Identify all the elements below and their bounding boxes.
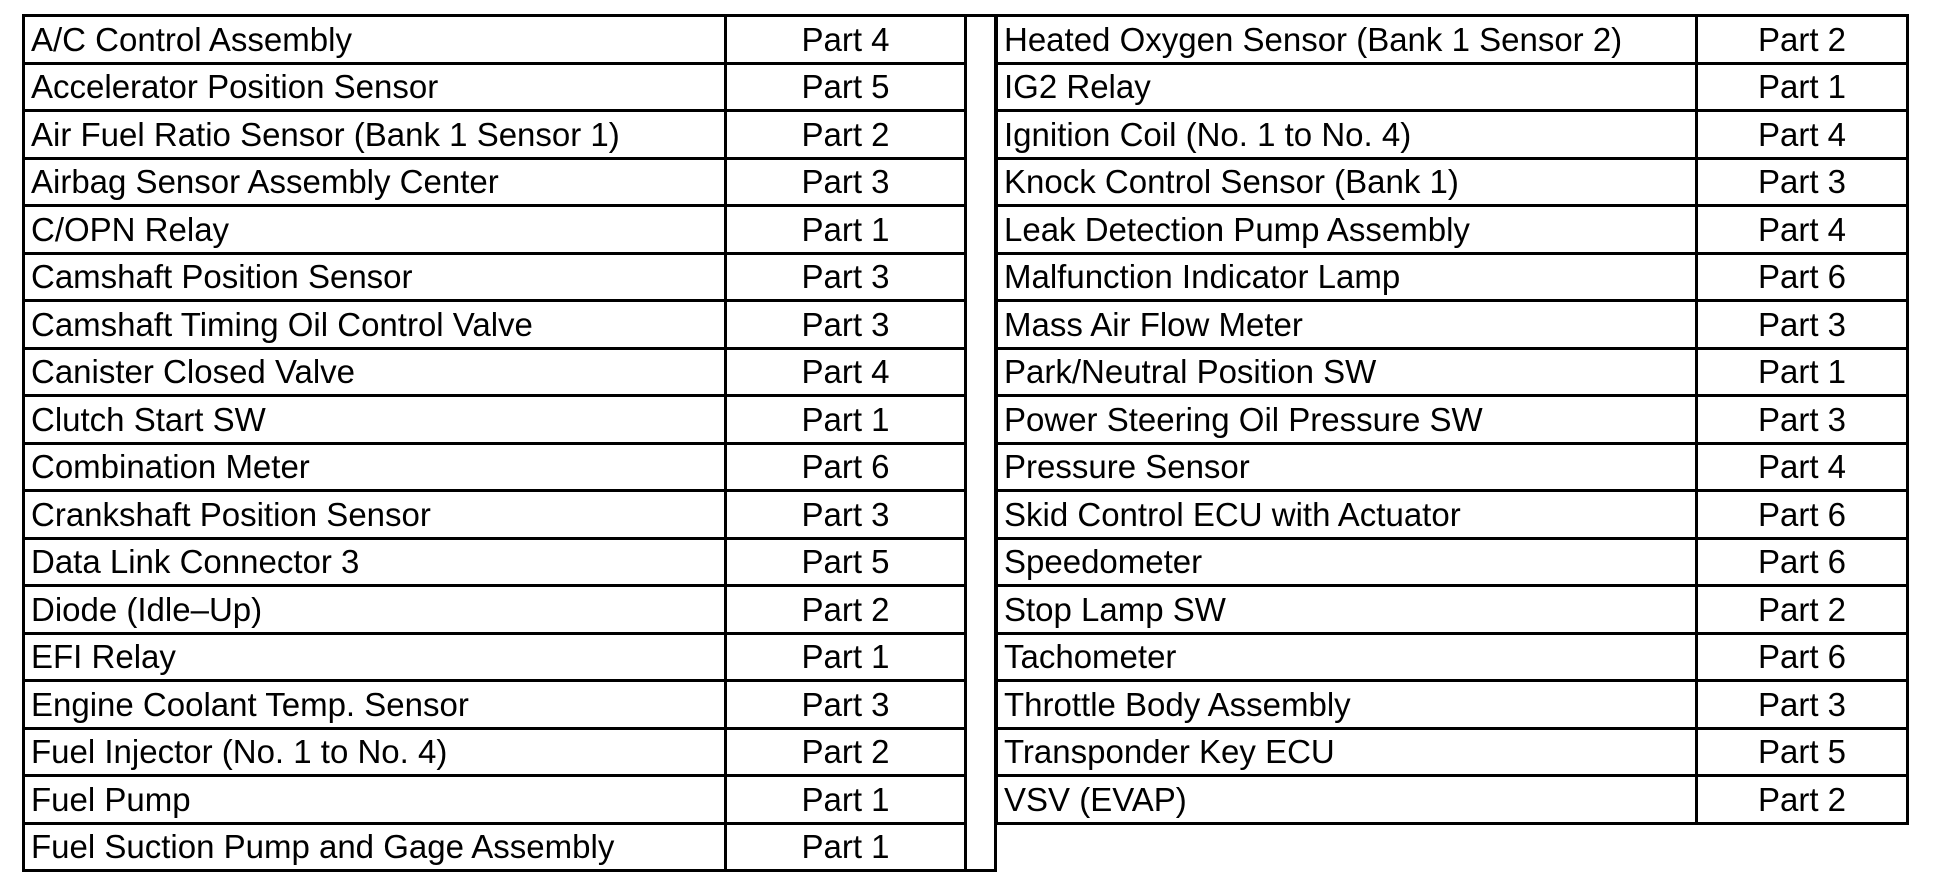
component-name: Engine Coolant Temp. Sensor <box>24 681 726 729</box>
component-name: Canister Closed Valve <box>24 348 726 396</box>
spacer-column <box>966 681 996 729</box>
part-reference: Part 3 <box>726 253 966 301</box>
part-reference: Part 4 <box>1697 443 1908 491</box>
part-reference: Part 3 <box>726 491 966 539</box>
part-reference: Part 2 <box>726 728 966 776</box>
table-row <box>24 348 996 396</box>
part-reference: Part 2 <box>726 586 966 634</box>
table-row <box>997 728 1908 776</box>
spacer-column <box>966 63 996 111</box>
table-row <box>997 111 1908 159</box>
table-row <box>997 776 1908 824</box>
spacer-column <box>966 301 996 349</box>
component-name: Diode (Idle–Up) <box>24 586 726 634</box>
table-row <box>997 348 1908 396</box>
spacer-column <box>966 443 996 491</box>
spacer-column <box>966 396 996 444</box>
component-name: Accelerator Position Sensor <box>24 63 726 111</box>
component-name: Throttle Body Assembly <box>997 681 1697 729</box>
table-row <box>24 16 996 64</box>
part-reference: Part 3 <box>726 301 966 349</box>
part-reference: Part 4 <box>1697 206 1908 254</box>
part-reference: Part 1 <box>726 633 966 681</box>
table-row <box>24 586 996 634</box>
spacer-column <box>966 728 996 776</box>
component-name: Power Steering Oil Pressure SW <box>997 396 1697 444</box>
table-row <box>997 158 1908 206</box>
part-reference: Part 3 <box>1697 396 1908 444</box>
component-name: VSV (EVAP) <box>997 776 1697 824</box>
part-reference: Part 1 <box>1697 63 1908 111</box>
component-name: Camshaft Timing Oil Control Valve <box>24 301 726 349</box>
table-row <box>24 443 996 491</box>
table-row <box>997 63 1908 111</box>
part-reference: Part 2 <box>1697 776 1908 824</box>
spacer-column <box>966 206 996 254</box>
table-row <box>997 681 1908 729</box>
component-name: Combination Meter <box>24 443 726 491</box>
component-name: Tachometer <box>997 633 1697 681</box>
table-row <box>24 633 996 681</box>
component-name: Leak Detection Pump Assembly <box>997 206 1697 254</box>
component-name: Fuel Suction Pump and Gage Assembly <box>24 823 726 871</box>
table-row <box>24 206 996 254</box>
table-row <box>997 16 1908 64</box>
table-row <box>24 396 996 444</box>
component-name: Pressure Sensor <box>997 443 1697 491</box>
component-name: Airbag Sensor Assembly Center <box>24 158 726 206</box>
table-row <box>24 776 996 824</box>
part-reference: Part 6 <box>1697 538 1908 586</box>
spacer-column <box>966 348 996 396</box>
part-reference: Part 6 <box>726 443 966 491</box>
part-reference: Part 6 <box>1697 253 1908 301</box>
part-reference: Part 1 <box>726 823 966 871</box>
component-name: Park/Neutral Position SW <box>997 348 1697 396</box>
part-reference: Part 3 <box>726 158 966 206</box>
part-reference: Part 1 <box>1697 348 1908 396</box>
component-name: Heated Oxygen Sensor (Bank 1 Sensor 2) <box>997 16 1697 64</box>
table-row <box>997 538 1908 586</box>
spacer-column <box>966 823 996 871</box>
part-reference: Part 5 <box>726 538 966 586</box>
component-name: Speedometer <box>997 538 1697 586</box>
table-row <box>997 301 1908 349</box>
component-name: Ignition Coil (No. 1 to No. 4) <box>997 111 1697 159</box>
part-reference: Part 6 <box>1697 491 1908 539</box>
spacer-column <box>966 586 996 634</box>
component-name: Skid Control ECU with Actuator <box>997 491 1697 539</box>
table-row <box>24 823 996 871</box>
part-reference: Part 2 <box>726 111 966 159</box>
table-row <box>24 111 996 159</box>
component-name: Mass Air Flow Meter <box>997 301 1697 349</box>
part-reference: Part 3 <box>1697 681 1908 729</box>
component-name: Camshaft Position Sensor <box>24 253 726 301</box>
spacer-column <box>966 491 996 539</box>
part-reference: Part 4 <box>726 16 966 64</box>
table-row <box>997 491 1908 539</box>
component-name: Knock Control Sensor (Bank 1) <box>997 158 1697 206</box>
table-row <box>997 253 1908 301</box>
table-row <box>24 728 996 776</box>
table-row <box>997 206 1908 254</box>
component-name: EFI Relay <box>24 633 726 681</box>
component-name: Air Fuel Ratio Sensor (Bank 1 Sensor 1) <box>24 111 726 159</box>
component-name: Crankshaft Position Sensor <box>24 491 726 539</box>
component-name: Malfunction Indicator Lamp <box>997 253 1697 301</box>
table-row <box>24 491 996 539</box>
component-name: Fuel Injector (No. 1 to No. 4) <box>24 728 726 776</box>
part-reference: Part 2 <box>1697 16 1908 64</box>
table-row <box>997 633 1908 681</box>
component-name: Fuel Pump <box>24 776 726 824</box>
component-name: Clutch Start SW <box>24 396 726 444</box>
component-name: Transponder Key ECU <box>997 728 1697 776</box>
part-reference: Part 3 <box>1697 158 1908 206</box>
part-reference: Part 3 <box>726 681 966 729</box>
part-reference: Part 1 <box>726 206 966 254</box>
table-row <box>997 396 1908 444</box>
table-row <box>24 301 996 349</box>
table-row <box>997 443 1908 491</box>
table-row <box>24 538 996 586</box>
component-name: C/OPN Relay <box>24 206 726 254</box>
table-row <box>997 586 1908 634</box>
spacer-column <box>966 16 996 64</box>
part-reference: Part 4 <box>726 348 966 396</box>
component-name: A/C Control Assembly <box>24 16 726 64</box>
part-reference: Part 6 <box>1697 633 1908 681</box>
component-name: IG2 Relay <box>997 63 1697 111</box>
spacer-column <box>966 111 996 159</box>
left-parts-table <box>22 14 997 872</box>
right-parts-table <box>995 14 1909 825</box>
table-row <box>24 253 996 301</box>
part-reference: Part 2 <box>1697 586 1908 634</box>
part-reference: Part 5 <box>726 63 966 111</box>
part-reference: Part 4 <box>1697 111 1908 159</box>
spacer-column <box>966 776 996 824</box>
component-name: Stop Lamp SW <box>997 586 1697 634</box>
spacer-column <box>966 158 996 206</box>
spacer-column <box>966 538 996 586</box>
part-reference: Part 3 <box>1697 301 1908 349</box>
table-row <box>24 681 996 729</box>
spacer-column <box>966 253 996 301</box>
part-reference: Part 1 <box>726 776 966 824</box>
spacer-column <box>966 633 996 681</box>
part-reference: Part 1 <box>726 396 966 444</box>
table-row <box>24 158 996 206</box>
table-row <box>24 63 996 111</box>
part-reference: Part 5 <box>1697 728 1908 776</box>
component-name: Data Link Connector 3 <box>24 538 726 586</box>
